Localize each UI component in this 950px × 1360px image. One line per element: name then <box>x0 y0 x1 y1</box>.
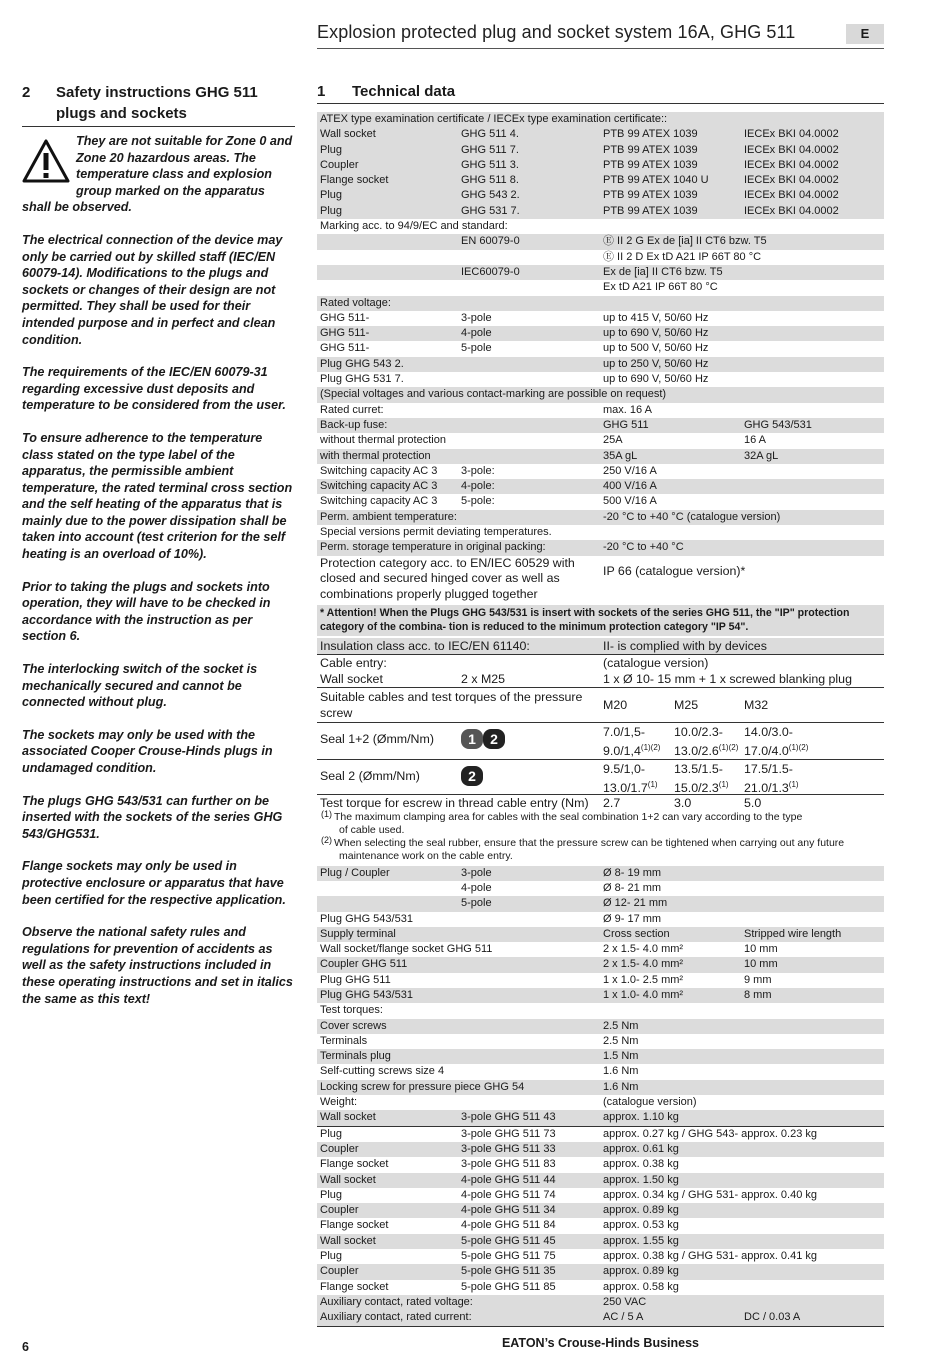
spec-cell-c1: Switching capacity AC 3 <box>320 495 438 508</box>
spec-cell-c3: approx. 0.89 kg <box>603 1265 679 1278</box>
spec-row <box>317 1218 884 1233</box>
spec-row <box>317 671 884 688</box>
spec-cell-c2: 3-pole: <box>461 464 495 477</box>
spec-cell-c2: 4-pole GHG 511 74 <box>461 1188 556 1201</box>
spec-row <box>317 540 884 555</box>
spec-cell-c2: GHG 531 7. <box>461 204 520 217</box>
spec-row <box>317 957 884 972</box>
spec-cell-c3: approx. 1.10 kg <box>603 1111 679 1124</box>
spec-cell-c1: Plug <box>320 204 343 217</box>
spec-cell-c2: 4-pole: <box>461 480 495 493</box>
heading-text: Technical data <box>352 83 456 100</box>
spec-cell-c1: Wall socket <box>320 671 383 686</box>
spec-row <box>317 1234 884 1249</box>
spec-cell-c2: EN 60079-0 <box>461 235 520 248</box>
footer-brand: EATON’s Crouse-Hinds Business <box>501 1336 700 1350</box>
spec-cell-c1: Coupler <box>320 1265 359 1278</box>
spec-cell-c3: approx. 0.38 kg <box>603 1158 679 1171</box>
spec-cell-c2: 4-pole <box>461 327 492 340</box>
spec-cell-c3: 25A <box>603 434 623 447</box>
spec-cell-c1: Cover screws <box>320 1019 387 1032</box>
spec-cell-c3: 1.6 Nm <box>603 1065 639 1078</box>
spec-row <box>317 1280 884 1295</box>
spec-cell-c4: IECEx BKI 04.0002 <box>744 128 839 141</box>
spec-cell-c2: 5-pole: <box>461 495 495 508</box>
spec-cell-c4: 16 A <box>744 434 767 447</box>
spec-cell-c4: 10 mm <box>744 943 778 956</box>
spec-cell-c3: Ex tD A21 IP 66T 80 °C <box>603 281 718 294</box>
seal-1-2-label: Seal 1+2 (Ømm/Nm) <box>320 731 434 746</box>
spec-row <box>317 1064 884 1079</box>
spec-cell-c3: approx. 1.55 kg <box>603 1234 679 1247</box>
spec-cell-c1: Flange socket <box>320 174 389 187</box>
spec-cell-c1: Locking screw for pressure piece GHG 54 <box>320 1080 525 1093</box>
spec-cell-c1: Perm. storage temperature in original packing: <box>320 541 546 554</box>
paragraph: Observe the national safety rules and regulations for prevention of accidents as well as the safety instructions included in these operating instructions and set in italics the same as this text! <box>22 925 293 1006</box>
seal-1-icon: 1 <box>461 729 483 749</box>
spec-row <box>317 881 884 896</box>
spec-cell-c4: 32A gL <box>744 449 779 462</box>
spec-row <box>317 357 884 372</box>
torque-row <box>317 795 884 811</box>
spec-cell-c1: Wall socket <box>320 1173 376 1186</box>
section-number: 1 <box>317 83 326 100</box>
spec-cell-c3: 35A gL <box>603 449 638 462</box>
cables-row <box>317 688 884 723</box>
spec-cell-c3: PTB 99 ATEX 1039 <box>603 143 698 156</box>
spec-cell-c1: Coupler <box>320 1142 359 1155</box>
spec-cell-c2: GHG 543 2. <box>461 189 520 202</box>
spec-row <box>317 927 884 942</box>
paragraph: Prior to taking the plugs and sockets into operation, they will have to be checked in accordance with the instruction as per section 6. <box>22 579 271 644</box>
spec-cell-c3: 250 V/16 A <box>603 464 657 477</box>
spec-cell-c3: Ø 8- 19 mm <box>603 866 662 879</box>
spec-cell-c1: Plug GHG 543 2. <box>320 357 404 370</box>
spec-cell-c1: Rated voltage: <box>320 296 391 309</box>
spec-cell-c3: Ø 8- 21 mm <box>603 881 662 894</box>
spec-cell-c1: Insulation class acc. to IEC/EN 61140: <box>320 638 530 653</box>
seal-2-icon: 2 <box>483 729 505 749</box>
seal-2-icon: 2 <box>461 766 483 786</box>
spec-cell-c2: 3-pole <box>461 311 492 324</box>
paragraph: Flange sockets may only be used in protective enclosure or apparatus that have been certified for the respective application. <box>22 859 286 907</box>
spec-cell-c4: 8 mm <box>744 988 772 1001</box>
spec-row <box>317 525 884 540</box>
spec-cell-c2: 5-pole GHG 511 45 <box>461 1234 556 1247</box>
spec-cell-c1: Perm. ambient temperature: <box>320 510 457 523</box>
spec-cell-c2: 5-pole <box>461 342 492 355</box>
spec-cell-c3: 1 x 1.0- 2.5 mm² <box>603 973 684 986</box>
spec-cell-c3: GHG 511 <box>603 418 649 431</box>
spec-row <box>317 988 884 1003</box>
spec-row <box>317 219 884 234</box>
spec-row <box>317 494 884 509</box>
spec-cell-c1: Plug / Coupler <box>320 866 390 879</box>
spec-cell-c1: Plug GHG 543/531 <box>320 912 413 925</box>
paragraph <box>22 133 295 216</box>
spec-row <box>317 265 884 280</box>
spec-cell-c3: 250 VAC <box>603 1295 647 1308</box>
seal-1-2-icon <box>461 729 505 749</box>
spec-row <box>317 866 884 881</box>
spec-row <box>317 1188 884 1203</box>
paragraph: The sockets may only be used with the associated Cooper Crouse-Hinds plugs in undamaged condition. <box>22 727 273 775</box>
protection-label: Protection category acc. to EN/IEC 60529 with closed and secured hinged cover as well as combinations properly plugged together <box>320 555 575 601</box>
protection-row <box>317 556 884 603</box>
spec-cell-c3: up to 250 V, 50/60 Hz <box>603 357 709 370</box>
footnote-1: (1) The maximum clamping area for cables with the seal combination 1+2 can vary according to the type of cable used. <box>321 808 803 836</box>
spec-row <box>317 1127 884 1142</box>
seal-2-icon-wrap <box>461 766 483 786</box>
spec-cell-c1: Plug GHG 531 7. <box>320 373 404 386</box>
spec-row <box>317 1095 884 1110</box>
seal-2-label: Seal 2 (Ømm/Nm) <box>320 768 420 783</box>
spec-row <box>317 143 884 158</box>
spec-cell-c1: Switching capacity AC 3 <box>320 480 438 493</box>
spec-cell-c2: 4-pole GHG 511 84 <box>461 1219 556 1232</box>
spec-cell-c1: Terminals <box>320 1034 368 1047</box>
spec-cell-c1: without thermal protection <box>320 434 446 447</box>
spec-cell-c3: approx. 0.58 kg <box>603 1280 679 1293</box>
spec-cell-c3: Ⓔ II 2 D Ex tD A21 IP 66T 80 °C <box>603 250 762 263</box>
m20-value: 9.5/1,0- 13.0/1.7$^{(1)}$ <box>603 761 658 795</box>
spec-row <box>317 387 884 402</box>
spec-cell-c3: (catalogue version) <box>603 655 709 670</box>
header-title: Explosion protected plug and socket system 16A, GHG 511 <box>317 22 796 42</box>
spec-row <box>317 1080 884 1095</box>
spec-cell-c2: 3-pole <box>461 866 492 879</box>
safety-section <box>22 82 295 1023</box>
spec-cell-c3: PTB 99 ATEX 1040 U <box>603 174 709 187</box>
spec-row <box>317 973 884 988</box>
spec-cell-c3: 2 x 1.5- 4.0 mm² <box>603 958 684 971</box>
spec-cell-c3: approx. 0.89 kg <box>603 1204 679 1217</box>
spec-cell-c2: 5-pole GHG 511 75 <box>461 1250 556 1263</box>
spec-row <box>317 250 884 265</box>
language-tag: E <box>846 24 884 44</box>
spec-cell-c1: Special versions permit deviating temperatures. <box>320 526 552 539</box>
spec-cell-c3: Ø 12- 21 mm <box>603 897 668 910</box>
spec-cell-c1: Wall socket <box>320 1111 376 1124</box>
spec-cell-c1: GHG 511- <box>320 342 370 355</box>
spec-cell-c3: approx. 0.61 kg <box>603 1142 679 1155</box>
seal-2-row <box>317 760 884 795</box>
spec-cell-c4: DC / 0.03 A <box>744 1311 801 1324</box>
spec-cell-c2: GHG 511 7. <box>461 143 519 156</box>
spec-cell-c1: GHG 511- <box>320 327 370 340</box>
spec-row <box>317 1310 884 1326</box>
spec-cell-c3: Ⓔ II 2 G Ex de [ia] II CT6 bzw. T5 <box>603 235 767 248</box>
spec-cell-c3: 1.6 Nm <box>603 1080 639 1093</box>
spec-row <box>317 127 884 142</box>
spec-row <box>317 173 884 188</box>
spec-row <box>317 1249 884 1264</box>
spec-cell-c1: Back-up fuse: <box>320 418 388 431</box>
spec-cell-c2: 4-pole <box>461 881 492 894</box>
spec-cell-c1: Plug <box>320 1188 343 1201</box>
spec-cell-c3: max. 16 A <box>603 403 652 416</box>
spec-cell-c4: 10 mm <box>744 958 778 971</box>
spec-cell-c2: IEC60079-0 <box>461 265 520 278</box>
spec-cell-c3: (catalogue version) <box>603 1096 697 1109</box>
spec-cell-c3: PTB 99 ATEX 1039 <box>603 128 698 141</box>
spec-row <box>317 296 884 311</box>
spec-cell-c3: 2.5 Nm <box>603 1034 639 1047</box>
spec-cell-c3: 1 x Ø 10- 15 mm + 1 x screwed blanking plug <box>603 671 852 686</box>
spec-row <box>317 655 884 671</box>
spec-cell-c1: Terminals plug <box>320 1050 391 1063</box>
spec-cell-c2: 3-pole GHG 511 33 <box>461 1142 556 1155</box>
spec-cell-c4: IECEx BKI 04.0002 <box>744 143 839 156</box>
spec-cell-c1: Coupler <box>320 1204 359 1217</box>
spec-cell-c1: Auxiliary contact, rated voltage: <box>320 1295 473 1308</box>
spec-cell-c1: Flange socket <box>320 1219 389 1232</box>
protection-value: IP 66 (catalogue version)* <box>603 563 746 578</box>
torque-label: Test torque for escrew in thread cable entry (Nm) <box>320 795 589 810</box>
spec-cell-c2: 3-pole GHG 511 73 <box>461 1127 556 1140</box>
spec-cell-c3: Cross section <box>603 927 670 940</box>
spec-row <box>317 1110 884 1126</box>
spec-cell-c2: 4-pole GHG 511 44 <box>461 1173 556 1186</box>
spec-cell-c3: approx. 0.34 kg / GHG 531- approx. 0.40 kg <box>603 1188 818 1201</box>
paragraph: To ensure adherence to the temperature class stated on the type label of the apparatus, the permissible ambient temperature, the rated terminal cross section and the self heating of the apparatus that is mainly due to the power dissipation shall be taken into account (test criterion for the self heating is an overload of 10%). <box>22 430 293 562</box>
spec-row <box>317 479 884 494</box>
spec-cell-c1: GHG 511- <box>320 311 370 324</box>
spec-cell-c2: 5-pole GHG 511 85 <box>461 1280 556 1293</box>
spec-cell-c3: 2 x 1.5- 4.0 mm² <box>603 943 684 956</box>
spec-cell-c1: Wall socket/flange socket GHG 511 <box>320 943 493 956</box>
spec-cell-c1: Plug GHG 511 <box>320 973 391 986</box>
spec-cell-c3: 400 V/16 A <box>603 480 657 493</box>
spec-cell-c3: PTB 99 ATEX 1039 <box>603 158 698 171</box>
page-header <box>317 22 884 49</box>
spec-cell-c2: 5-pole GHG 511 35 <box>461 1265 556 1278</box>
page-number: 6 <box>22 1340 29 1354</box>
spec-cell-c3: approx. 1.50 kg <box>603 1173 679 1186</box>
spec-row <box>317 403 884 418</box>
spec-row <box>317 418 884 433</box>
spec-cell-c3: 1.5 Nm <box>603 1050 639 1063</box>
spec-row <box>317 1203 884 1218</box>
spec-cell-c3: up to 500 V, 50/60 Hz <box>603 342 709 355</box>
spec-cell-c1: Plug <box>320 1127 343 1140</box>
spec-cell-c3: -20 °C to +40 °C <box>603 541 684 554</box>
spec-cell-c1: with thermal protection <box>320 449 431 462</box>
spec-cell-c3: approx. 0.38 kg / GHG 531- approx. 0.41 kg <box>603 1250 818 1263</box>
spec-cell-c3: Ø 9- 17 mm <box>603 912 662 925</box>
spec-cell-c3: PTB 99 ATEX 1039 <box>603 189 698 202</box>
spec-cell-c1: Plug <box>320 189 343 202</box>
spec-cell-c2: 5-pole <box>461 897 492 910</box>
spec-cell-c4: 9 mm <box>744 973 772 986</box>
torque-m25: 3.0 <box>674 795 692 810</box>
m25-label: M25 <box>674 697 699 712</box>
spec-cell-c3: -20 °C to +40 °C (catalogue version) <box>603 510 781 523</box>
spec-cell-c1: Plug GHG 543/531 <box>320 988 413 1001</box>
spec-row <box>317 912 884 927</box>
spec-cell-c4: IECEx BKI 04.0002 <box>744 204 839 217</box>
spec-row <box>317 158 884 173</box>
spec-cell-c3: approx. 0.53 kg <box>603 1219 679 1232</box>
spec-row <box>317 896 884 911</box>
spec-cell-c1: Flange socket <box>320 1280 389 1293</box>
spec-cell-c2: 2 x M25 <box>461 671 506 686</box>
m25-value: 10.0/2.3- $13.0/2.6^{(1)(2)}$ <box>674 724 739 758</box>
spec-row <box>317 341 884 356</box>
paragraph: The interlocking switch of the socket is mechanically secured and cannot be connected without plug. <box>22 662 258 710</box>
spec-cell-c2: 3-pole GHG 511 43 <box>461 1111 556 1124</box>
spec-cell-c1: Cable entry: <box>320 655 387 670</box>
seal-1-2-row <box>317 723 884 760</box>
spec-cell-c1: Weight: <box>320 1096 358 1109</box>
safety-heading <box>22 82 295 127</box>
spec-cell-c1: Self-cutting screws size 4 <box>320 1065 445 1078</box>
technical-data-section <box>317 82 884 1327</box>
spec-table-a <box>317 112 884 556</box>
spec-cell-c4: Stripped wire length <box>744 927 842 940</box>
spec-row <box>317 1019 884 1034</box>
spec-cell-c3: approx. 0.27 kg / GHG 543- approx. 0.23 kg <box>603 1127 818 1140</box>
spec-cell-c4: IECEx BKI 04.0002 <box>744 158 839 171</box>
technical-data-heading <box>317 82 884 104</box>
paragraph: The requirements of the IEC/EN 60079-31 regarding excessive dust deposits and temperature to be considered from the user. <box>22 365 286 413</box>
spec-cell-c1: Plug <box>320 1250 343 1263</box>
torque-m20: 2.7 <box>603 795 621 810</box>
spec-cell-c2: 3-pole GHG 511 83 <box>461 1158 556 1171</box>
spec-cell-c1: ATEX type examination certificate / IECEx type examination certificate:: <box>320 113 668 125</box>
cables-label: Suitable cables and test torques of the pressure screw <box>320 689 583 720</box>
spec-cell-c1: Auxiliary contact, rated current: <box>320 1311 472 1324</box>
spec-cell-c3: PTB 99 ATEX 1039 <box>603 204 698 217</box>
spec-row <box>317 1157 884 1172</box>
paragraph: The plugs GHG 543/531 can further on be inserted with the sockets of the series GHG 543/GHG531. <box>22 793 283 841</box>
spec-row <box>317 942 884 957</box>
spec-cell-c4: GHG 543/531 <box>744 418 812 431</box>
spec-row <box>317 449 884 464</box>
footnote-2: (2) When selecting the seal rubber, ensure that the pressure screw can be tightened when carrying out any future maintenance work on the cable entry. <box>321 834 845 862</box>
m20-label: M20 <box>603 697 628 712</box>
spec-row <box>317 464 884 479</box>
spec-row <box>317 433 884 448</box>
spec-cell-c1: Marking acc. to 94/9/EC and standard: <box>320 220 508 233</box>
spec-cell-c1: Test torques: <box>320 1004 383 1017</box>
spec-cell-c2: GHG 511 8. <box>461 174 519 187</box>
section-number: 2 <box>22 84 31 101</box>
spec-cell-c3: Ex de [ia] II CT6 bzw. T5 <box>603 265 723 278</box>
paragraph-text: They are not suitable for Zone 0 and Zone 20 hazardous areas. The temperature class and explosion group marked on the apparatus shall be observed. <box>22 134 293 215</box>
spec-row <box>317 326 884 341</box>
spec-row <box>317 234 884 249</box>
spec-cell-c1: Coupler GHG 511 <box>320 958 408 971</box>
heading-line-1: Safety instructions GHG 511 <box>56 84 258 101</box>
m32-label: M32 <box>744 697 769 712</box>
spec-cell-c1: Wall socket <box>320 128 376 141</box>
spec-cell-c3: II- is complied with by devices <box>603 638 767 653</box>
spec-cell-c1: Rated curret: <box>320 403 384 416</box>
spec-cell-c3: 1 x 1.0- 4.0 mm² <box>603 988 684 1001</box>
spec-cell-c3: 2.5 Nm <box>603 1019 639 1032</box>
spec-cell-c4: IECEx BKI 04.0002 <box>744 189 839 202</box>
spec-cell-c4: IECEx BKI 04.0002 <box>744 174 839 187</box>
m25-value: 13.5/1.5- 15.0/2.3$^{(1)}$ <box>674 761 729 795</box>
spec-row <box>317 1003 884 1018</box>
attention-note: * Attention! When the Plugs GHG 543/531 is insert with sockets of the series GHG 511, the "IP" protection category of the combina- tion is reduced to the minimum protection category "IP 54". <box>317 605 884 636</box>
spec-row <box>317 1049 884 1064</box>
spec-row <box>317 112 884 127</box>
spec-cell-c1: Switching capacity AC 3 <box>320 464 438 477</box>
spec-cell-c2: 4-pole GHG 511 34 <box>461 1204 556 1217</box>
spec-cell-c3: up to 690 V, 50/60 Hz <box>603 327 709 340</box>
m32-value: 17.5/1.5- 21.0/1.3$^{(1)}$ <box>744 761 799 795</box>
spec-cell-c3: 500 V/16 A <box>603 495 657 508</box>
heading-line-2: plugs and sockets <box>56 105 187 122</box>
spec-cell-c1: Plug <box>320 143 343 156</box>
spec-cell-c3: AC / 5 A <box>603 1311 644 1324</box>
spec-row <box>317 1173 884 1188</box>
spec-row <box>317 188 884 203</box>
spec-cell-c1: (Special voltages and various contact-marking are possible on request) <box>320 388 667 401</box>
spec-cell-c2: GHG 511 4. <box>461 128 519 141</box>
spec-row <box>317 638 884 655</box>
warning-icon <box>22 139 70 183</box>
m20-value: 7.0/1,5- $9.0/1,4^{(1)(2)}$ <box>603 724 661 758</box>
spec-row <box>317 204 884 219</box>
spec-row <box>317 372 884 387</box>
spec-cell-c3: up to 690 V, 50/60 Hz <box>603 373 709 386</box>
spec-table-c <box>317 866 884 1327</box>
spec-cell-c3: up to 415 V, 50/60 Hz <box>603 311 709 324</box>
spec-cell-c1: Flange socket <box>320 1158 389 1171</box>
spec-cell-c1: Wall socket <box>320 1234 376 1247</box>
spec-cell-c1: Coupler <box>320 158 359 171</box>
torque-m32: 5.0 <box>744 795 762 810</box>
spec-cell-c2: GHG 511 3. <box>461 158 519 171</box>
paragraph: The electrical connection of the device may only be carried out by skilled staff (IEC/EN 60079-14). Modifications to the plugs and sockets or changes of their design are not permitted. They shall be used for their intended purpose and in perfect and clean condition. <box>22 232 283 347</box>
spec-table-b <box>317 638 884 688</box>
spec-row <box>317 280 884 295</box>
spec-row <box>317 510 884 525</box>
spec-row <box>317 1142 884 1157</box>
spec-row <box>317 1034 884 1049</box>
spec-row <box>317 311 884 326</box>
m32-value: 14.0/3.0- $17.0/4.0^{(1)(2)}$ <box>744 724 809 758</box>
spec-row <box>317 1264 884 1279</box>
spec-cell-c1: Supply terminal <box>320 927 396 940</box>
spec-row <box>317 1295 884 1310</box>
